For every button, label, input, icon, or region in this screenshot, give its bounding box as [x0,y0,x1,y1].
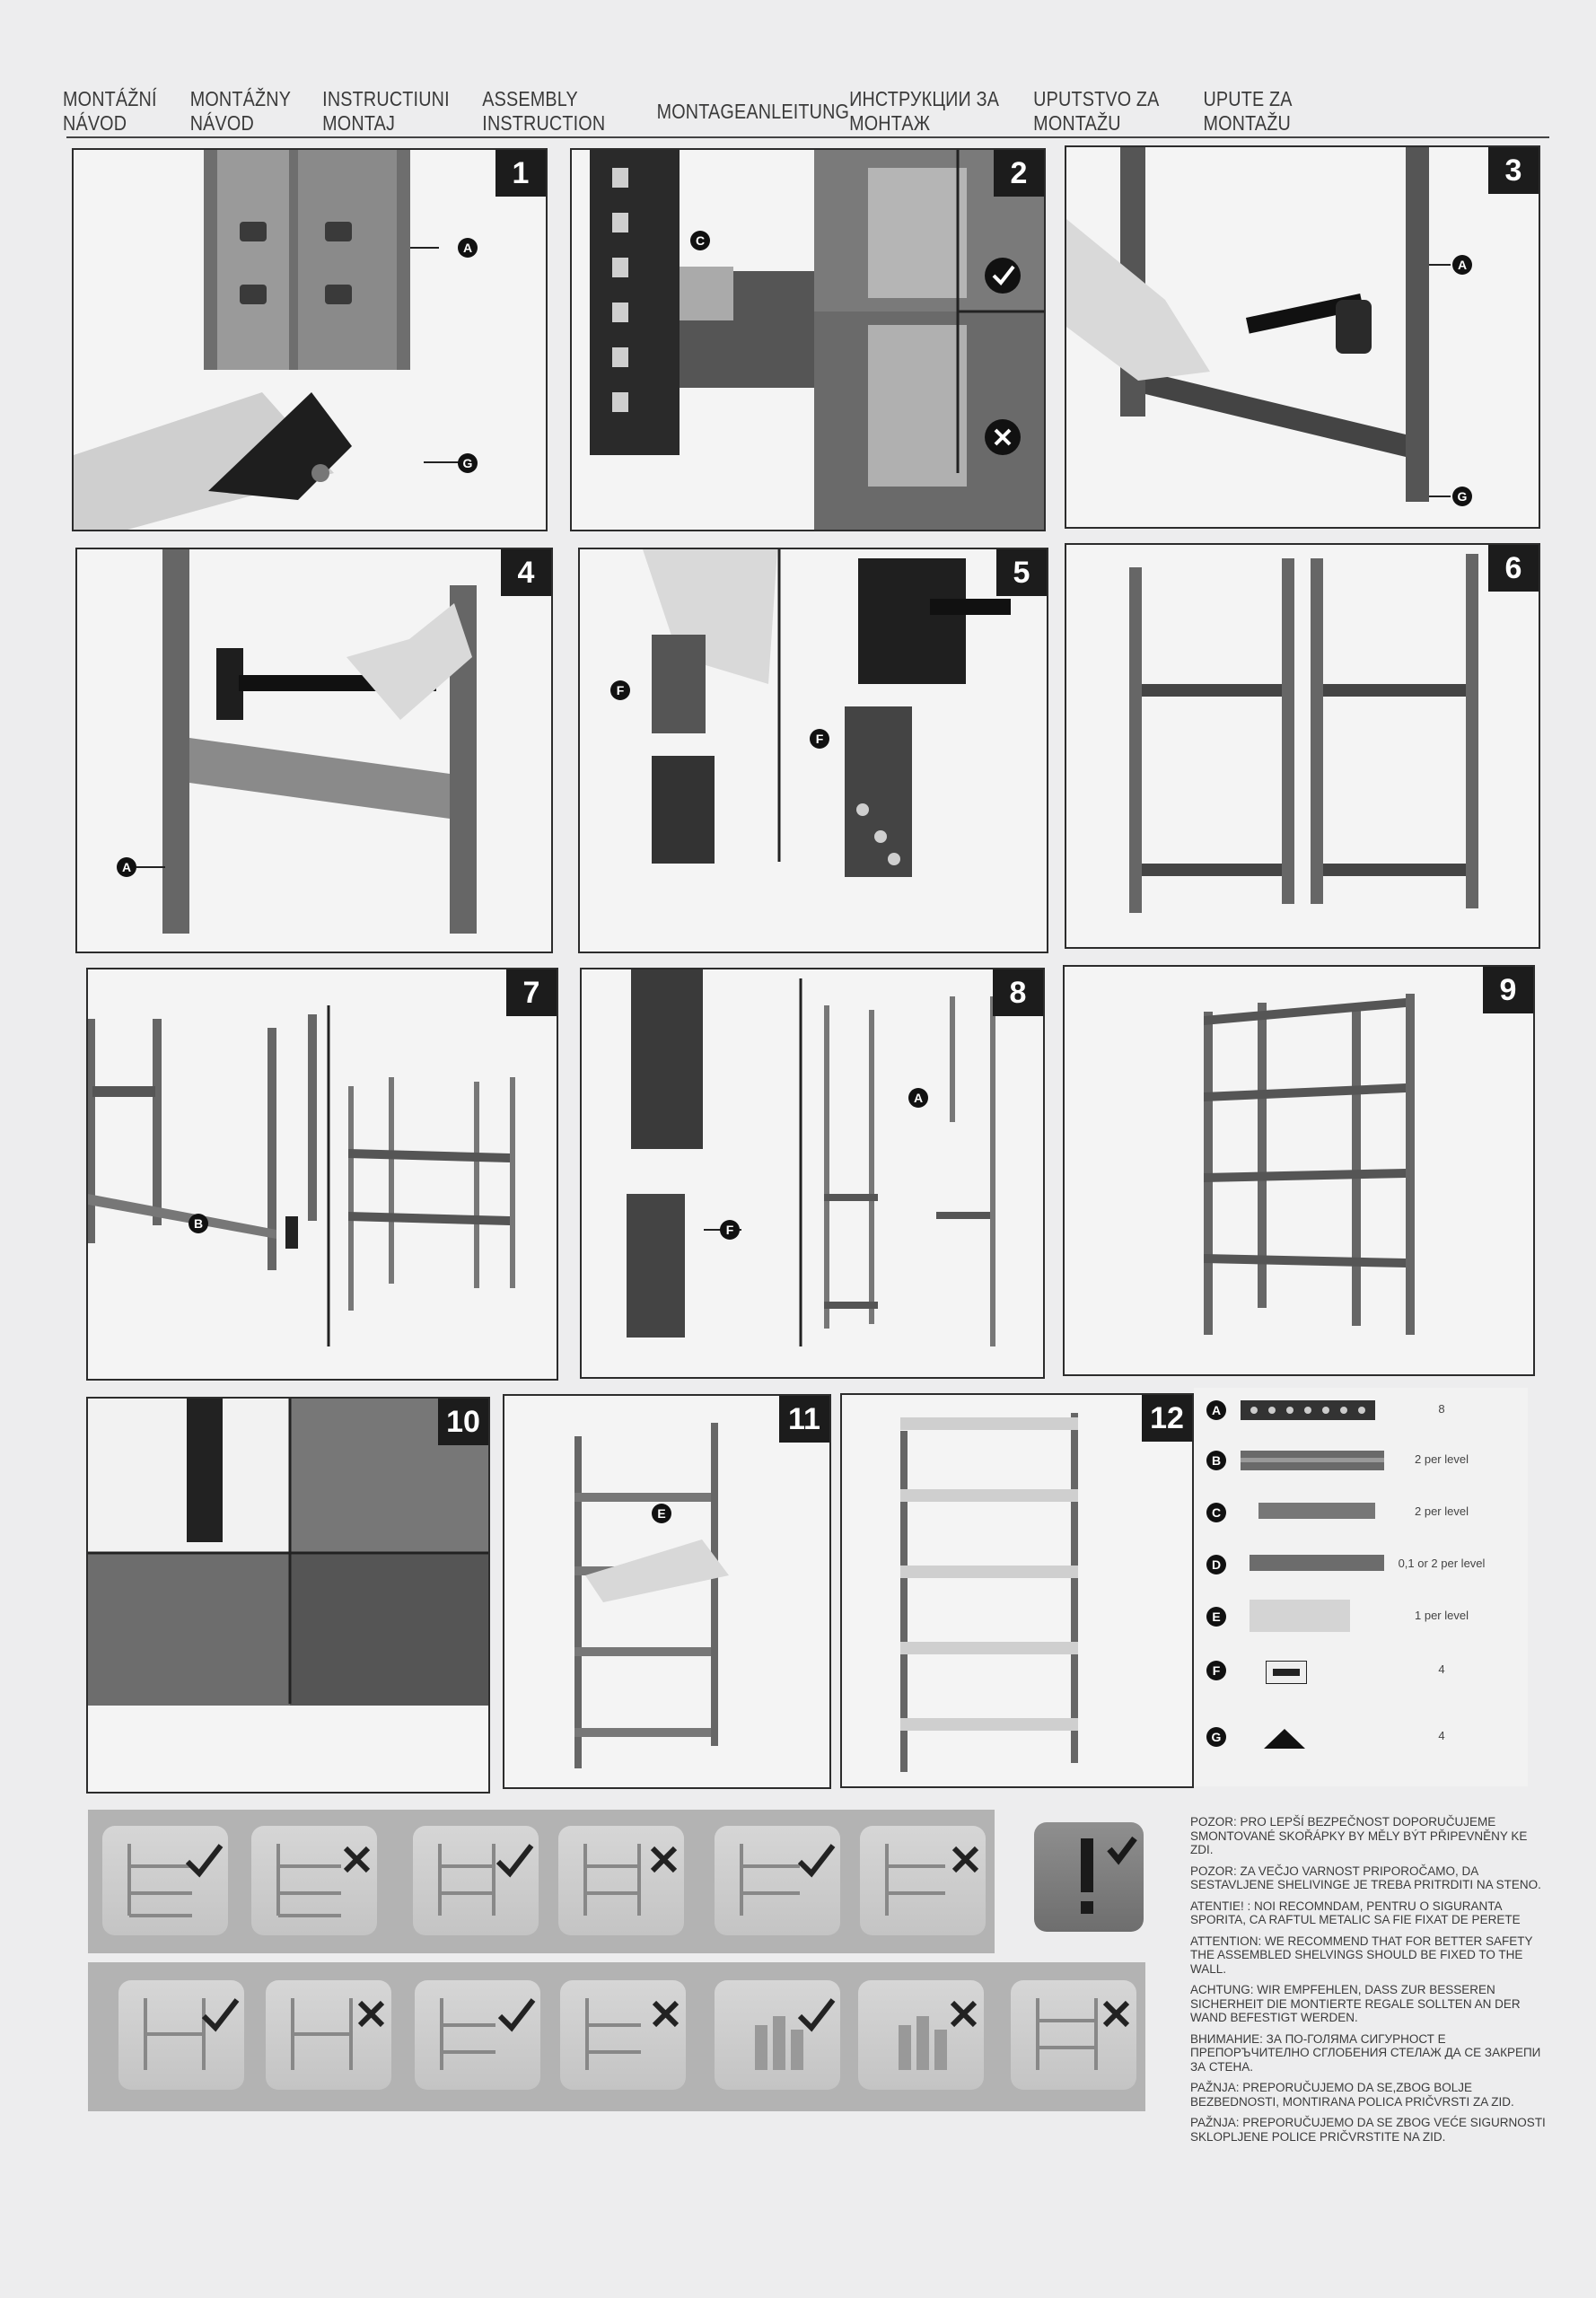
warning-cs: POZOR: PRO LEPŠÍ BEZPEČNOST DOPORUČUJEME SMONTOVANÉ SKOŘÁPKY BY MĚLY BÝT PŘIPEVNĚNY KE ZDI. [1190,1815,1528,1856]
step-number: 4 [501,549,551,596]
usage-tile-incorrect [560,1980,686,2090]
usage-tile-incorrect [1011,1980,1136,2090]
upright-extend-illustration [582,969,1043,1377]
step-7-panel [86,968,558,1381]
title-de: MONTAGEANLEITUNG [656,99,850,123]
step-5-panel [578,548,1048,953]
step-number: 8 [993,969,1043,1016]
title-sr: UPUTSTVO ZA MONTAŽU [1033,87,1159,135]
step-3-panel [1065,145,1540,529]
wall-fixing-warnings [1190,1815,1549,2151]
usage-tile-incorrect [558,1826,684,1935]
title-ro: INSTRUCTIUNI MONTAJ [322,87,450,135]
step-number: 2 [994,150,1044,197]
usage-tile-incorrect [251,1826,377,1935]
step-number: 1 [495,150,546,197]
step-number: 7 [506,969,557,1016]
step-number: 5 [996,549,1047,596]
step-number: 10 [438,1399,488,1445]
title-bg: ИНСТРУКЦИИ ЗА МОНТАЖ [849,87,1000,135]
title-en: ASSEMBLY INSTRUCTION [482,87,606,135]
part-row-e: E 1 per level [1194,1594,1528,1639]
step-12-panel [840,1393,1194,1788]
part-f-badge: F [810,729,829,749]
usage-tile-correct [102,1826,228,1935]
part-a-badge: A [908,1088,928,1108]
warning-sl: POZOR: ZA VEČJO VARNOST PRIPOROČAMO, DA SESTAVLJENE SHELIVINGE JE TREBA PRITRDITI NA STENO. [1190,1864,1541,1891]
step-4-panel [75,548,553,953]
warning-hr: PAŽNJA: PREPORUČUJEMO DA SE ZBOG VEĆE SIGURNOSTI SKLOPLJENE POLICE PRIČVRSTITE NA ZID. [1190,2116,1546,2144]
part-row-g: G 4 [1194,1715,1528,1759]
step-2-panel [570,148,1046,531]
part-f-badge: F [610,680,630,700]
part-e-badge: E [652,1504,671,1523]
side-frames-illustration [1066,545,1539,947]
finished-shelving-illustration [842,1395,1192,1786]
upright-post-icon [1241,1400,1375,1420]
shelf-board-icon [1250,1600,1350,1632]
step-number: 9 [1483,967,1533,1013]
usage-tile-correct [413,1826,539,1935]
step-number: 12 [1142,1395,1192,1442]
part-row-a: A 8 [1194,1388,1528,1433]
short-beam-icon [1258,1503,1375,1519]
usage-tile-incorrect [858,1980,984,2090]
step-8-panel [580,968,1045,1379]
part-g-badge: G [458,453,478,473]
title-sk: MONTÁŽNY NÁVOD [189,87,291,135]
hammer-beam-illustration [1066,147,1539,527]
connector-clip-icon [1266,1661,1307,1684]
language-title-bar [63,87,1345,135]
usage-tile-incorrect [860,1826,986,1935]
foot-cap-icon [1262,1727,1307,1750]
usage-tile-correct [118,1980,244,2090]
part-row-f: F 4 [1194,1648,1528,1693]
usage-tile-incorrect [266,1980,391,2090]
support-bar-install-illustration [88,1399,488,1792]
title-cs: MONTÁŽNÍ NÁVOD [63,87,157,135]
part-a-badge: A [1452,255,1472,275]
usage-tile-correct [715,1980,840,2090]
warning-de: ACHTUNG: WIR EMPFEHLEN, DASS ZUR BESSEREN SICHERHEIT DIE MONTIERTE REGALE SOLLTEN AN DER WAND BEFESTIGT WERDEN. [1190,1983,1521,2024]
usage-tile-correct [415,1980,540,2090]
step-number: 6 [1488,545,1539,592]
part-c-badge: C [690,231,710,250]
step-10-panel [86,1397,490,1794]
warning-bg: ВНИМАНИЕ: ЗА ПО-ГОЛЯМА СИГУРНОСТ Е ПРЕПОРЪЧИТЕЛНО СГЛОБЕНИЯ СТЕЛАЖ ДА СЕ ЗАКРЕПИ ЗА СТЕНА. [1190,2031,1541,2074]
step-9-panel [1063,965,1535,1376]
part-a-badge: A [458,238,478,258]
long-beam-icon [1241,1451,1384,1470]
step-number: 3 [1488,147,1539,194]
step-11-panel [503,1394,831,1789]
frame-hammer-illustration [77,549,551,952]
warning-sr: PAŽNJA: PREPORUČUJEMO DA SE,ZBOG BOLJE BEZBEDNOSTI, MONTIRANA POLICA PRIČVRSTI ZA ZID. [1190,2081,1514,2109]
part-b-badge: B [189,1214,208,1233]
usage-tile-correct [715,1826,840,1935]
header-rule [66,136,1549,138]
part-row-c: C 2 per level [1194,1490,1528,1535]
part-f-badge: F [720,1220,740,1240]
part-row-b: B 2 per level [1194,1438,1528,1483]
warning-ro: ATENTIE! : NOI RECOMNDAM, PENTRU O SIGURANTA SPORITA, CA RAFTUL METALIC SA FIE FIXAT DE PERETE [1190,1899,1521,1926]
warning-icon [1034,1822,1144,1932]
parts-list [1194,1388,1528,1786]
step-1-panel [72,148,548,531]
upright-and-foot-illustration [74,150,546,530]
step-number: 11 [779,1396,829,1443]
warning-en: ATTENTION: WE RECOMMEND THAT FOR BETTER SAFETY THE ASSEMBLED SHELVINGS SHOULD BE FIXED TO THE WALL. [1190,1934,1533,1976]
step-6-panel [1065,543,1540,949]
full-frame-illustration [1065,967,1533,1374]
title-hr: UPUTE ZA MONTAŽU [1203,87,1292,135]
clip-insert-illustration [580,549,1047,952]
shelf-board-illustration [504,1396,829,1787]
part-a-badge: A [117,857,136,877]
beam-connect-illustration [88,969,557,1379]
beam-hook-illustration [572,150,1044,530]
part-g-badge: G [1452,487,1472,506]
part-row-d: D 0,1 or 2 per level [1194,1542,1528,1587]
